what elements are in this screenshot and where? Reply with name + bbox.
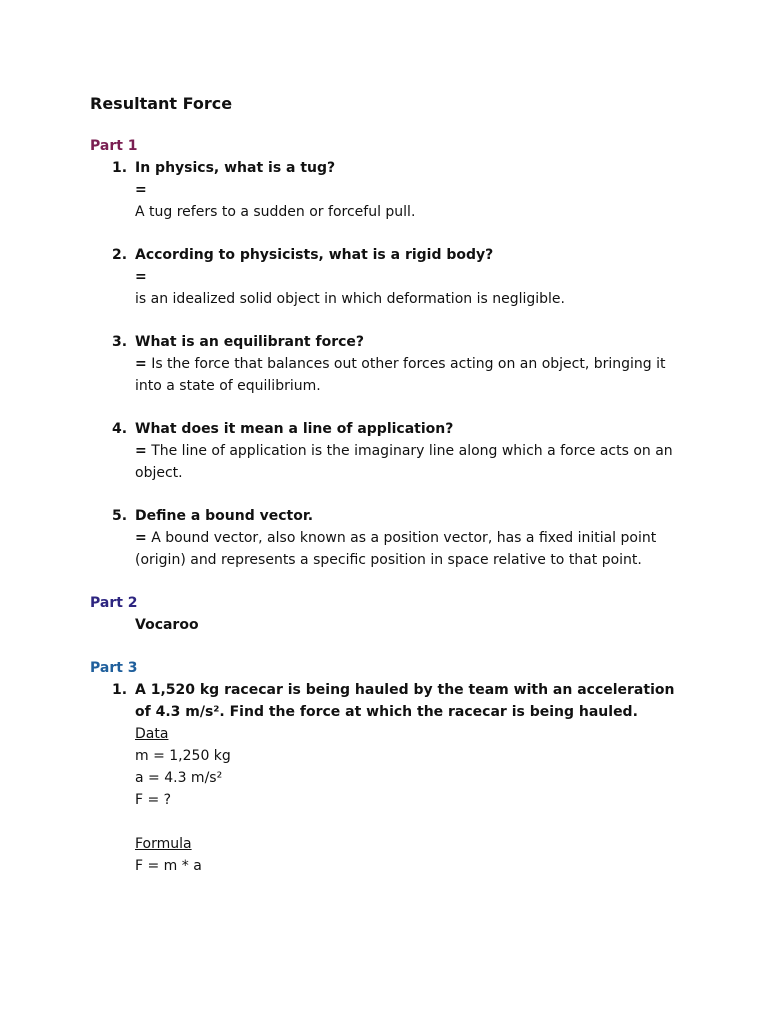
- answer-text: is an idealized solid object in which deformation is negligible.: [135, 291, 565, 307]
- question-item: [90, 157, 690, 223]
- answer-text: A tug refers to a sudden or forceful pull.: [135, 204, 416, 220]
- data-label: Data: [135, 726, 169, 742]
- question-number: 1.: [112, 160, 128, 176]
- part-1-questions: [90, 157, 690, 571]
- data-line-force: F = ?: [135, 792, 172, 808]
- question-number: 5.: [112, 508, 128, 524]
- part-1-heading: Part 1: [90, 138, 138, 154]
- question-item: [90, 505, 690, 571]
- answer-text: [135, 353, 690, 397]
- equals-sign: =: [135, 356, 147, 372]
- answer-text: [135, 527, 690, 571]
- data-line-acceleration: a = 4.3 m/s²: [135, 770, 223, 786]
- answer-body: Is the force that balances out other forces acting on an object, bringing it into a state of equilibrium.: [135, 356, 666, 394]
- document-page: [90, 92, 690, 877]
- answer-eq-line: [135, 179, 690, 201]
- question-number: 4.: [112, 421, 128, 437]
- document-title: Resultant Force: [90, 94, 233, 113]
- part-2-text: Vocaroo: [135, 617, 199, 633]
- answer-body: A bound vector, also known as a position vector, has a fixed initial point (origin) and represents a specific position in space relative to that point.: [135, 530, 657, 568]
- equals-sign: =: [135, 269, 147, 285]
- question-text: According to physicists, what is a rigid body?: [135, 247, 494, 263]
- problem-item: [90, 679, 690, 877]
- question-text: In physics, what is a tug?: [135, 160, 336, 176]
- question-text: What does it mean a line of application?: [135, 421, 454, 437]
- question-item: [90, 418, 690, 484]
- equals-sign: =: [135, 182, 147, 198]
- problem-number: 1.: [112, 682, 128, 698]
- question-number: 2.: [112, 247, 128, 263]
- question-item: [90, 244, 690, 310]
- question-item: [90, 331, 690, 397]
- part-2-heading: Part 2: [90, 595, 138, 611]
- spacer: [135, 811, 690, 833]
- question-text: What is an equilibrant force?: [135, 334, 365, 350]
- equals-sign: =: [135, 530, 147, 546]
- question-number: 3.: [112, 334, 128, 350]
- data-line-mass: m = 1,250 kg: [135, 748, 231, 764]
- part-3-heading: Part 3: [90, 660, 138, 676]
- question-text: Define a bound vector.: [135, 508, 314, 524]
- formula-label: Formula: [135, 836, 192, 852]
- answer-eq-line: [135, 266, 690, 288]
- formula-text: F = m * a: [135, 858, 202, 874]
- problem-text: A 1,520 kg racecar is being hauled by the team with an acceleration of 4.3 m/s². Find the force at which the racecar is being hauled.: [135, 682, 675, 720]
- answer-body: The line of application is the imaginary line along which a force acts on an object.: [135, 443, 673, 481]
- equals-sign: =: [135, 443, 147, 459]
- answer-text: [135, 440, 690, 484]
